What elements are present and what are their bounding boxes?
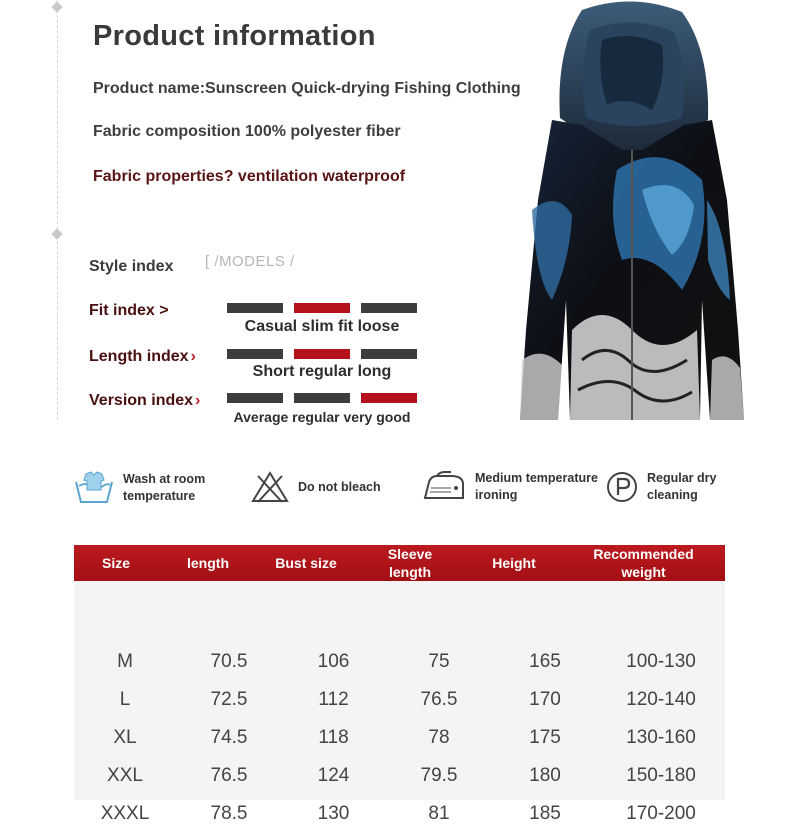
decorative-guide-line bbox=[57, 0, 58, 420]
version-bar-1 bbox=[227, 393, 283, 403]
cell-height: 185 bbox=[529, 803, 561, 824]
table-row bbox=[74, 719, 725, 757]
header-bust-size: Bust size bbox=[275, 555, 337, 571]
fit-bar-3 bbox=[361, 303, 417, 313]
fabric-properties: Fabric properties? ventilation waterproof bbox=[93, 168, 406, 185]
decorative-diamond bbox=[51, 1, 62, 12]
fit-index-label bbox=[89, 302, 169, 320]
cell-length: 76.5 bbox=[210, 765, 248, 786]
models-label: [ /MODELS / bbox=[205, 253, 295, 270]
cell-length: 74.5 bbox=[210, 727, 248, 748]
cell-sleeve: 79.5 bbox=[420, 765, 458, 786]
cell-sleeve: 75 bbox=[428, 651, 450, 672]
product-name: Product name:Sunscreen Quick-drying Fishing Clothing bbox=[93, 80, 521, 97]
version-index-label-text: Version index bbox=[89, 392, 194, 409]
cell-length: 78.5 bbox=[210, 803, 248, 824]
version-bar-3 bbox=[361, 393, 417, 403]
cell-weight: 120-140 bbox=[626, 689, 696, 710]
fishing-jacket-image bbox=[512, 0, 752, 430]
table-row bbox=[74, 643, 725, 681]
care-wash-text: Wash at room temperature bbox=[123, 472, 206, 503]
table-row bbox=[74, 795, 725, 833]
fit-index-options: Casual slim fit loose bbox=[244, 318, 400, 335]
table-row bbox=[74, 681, 725, 719]
size-table-body bbox=[74, 581, 725, 833]
chevron-right-icon: › bbox=[190, 348, 196, 365]
cell-bust: 130 bbox=[317, 803, 350, 824]
header-height: Height bbox=[492, 555, 536, 571]
care-iron bbox=[421, 470, 615, 504]
fit-index-bars bbox=[227, 303, 417, 313]
care-wash bbox=[73, 470, 223, 506]
fit-bar-1 bbox=[227, 303, 283, 313]
cell-size: XXL bbox=[107, 765, 143, 786]
cell-size: XL bbox=[113, 727, 137, 748]
length-bar-2 bbox=[294, 349, 350, 359]
cell-bust: 112 bbox=[318, 689, 349, 710]
cell-size: M bbox=[117, 651, 133, 672]
cell-size: XXXL bbox=[100, 803, 150, 824]
length-index-label bbox=[89, 348, 196, 366]
version-index-label bbox=[89, 392, 200, 410]
cell-sleeve: 78 bbox=[428, 727, 450, 748]
fabric-composition: Fabric composition 100% polyester fiber bbox=[93, 123, 401, 140]
care-bleach-text: Do not bleach bbox=[298, 479, 381, 494]
cell-weight: 100-130 bbox=[626, 651, 696, 672]
length-index-options: Short regular long bbox=[252, 363, 392, 380]
decorative-diamond bbox=[51, 228, 62, 239]
care-bleach bbox=[250, 470, 381, 504]
length-index-label-text: Length index bbox=[89, 348, 189, 365]
cell-height: 165 bbox=[529, 651, 561, 672]
chevron-right-icon: › bbox=[195, 392, 201, 409]
fit-bar-2 bbox=[294, 303, 350, 313]
header-size: Size bbox=[101, 555, 130, 571]
header-sleeve-length: Sleeve length bbox=[387, 546, 433, 580]
cell-length: 70.5 bbox=[210, 651, 248, 672]
cell-length: 72.5 bbox=[210, 689, 248, 710]
header-recommended-weight: Recommended weight bbox=[593, 546, 694, 580]
header-length: length bbox=[187, 555, 229, 571]
care-dry-clean bbox=[605, 470, 737, 504]
do-not-bleach-icon bbox=[250, 470, 290, 504]
size-table-header bbox=[74, 545, 725, 581]
table-row bbox=[74, 757, 725, 795]
cell-sleeve: 76.5 bbox=[420, 689, 458, 710]
cell-height: 175 bbox=[529, 727, 561, 748]
medium-iron-icon bbox=[421, 470, 467, 504]
length-index-bars bbox=[227, 349, 417, 359]
size-table bbox=[74, 545, 725, 824]
fit-index-label-text: Fit index > bbox=[89, 302, 169, 319]
style-index-label: Style index bbox=[89, 258, 174, 275]
cell-weight: 170-200 bbox=[626, 803, 696, 824]
cell-height: 180 bbox=[529, 765, 561, 786]
length-bar-3 bbox=[361, 349, 417, 359]
version-index-bars bbox=[227, 393, 417, 403]
wash-room-temperature-icon bbox=[73, 470, 115, 506]
version-index-options: Average regular very good bbox=[233, 409, 411, 425]
care-iron-text: Medium temperature ironing bbox=[475, 471, 598, 502]
version-bar-2 bbox=[294, 393, 350, 403]
cell-weight: 130-160 bbox=[626, 727, 696, 748]
cell-height: 170 bbox=[529, 689, 561, 710]
cell-weight: 150-180 bbox=[626, 765, 696, 786]
cell-bust: 106 bbox=[317, 651, 350, 672]
care-dry-clean-text: Regular dry cleaning bbox=[647, 471, 717, 502]
cell-sleeve: 81 bbox=[428, 803, 450, 824]
cell-bust: 124 bbox=[317, 765, 350, 786]
length-bar-1 bbox=[227, 349, 283, 359]
cell-bust: 118 bbox=[318, 727, 349, 748]
cell-size: L bbox=[119, 689, 131, 710]
page-title: Product information bbox=[93, 20, 376, 52]
dry-clean-p-icon bbox=[605, 470, 639, 504]
